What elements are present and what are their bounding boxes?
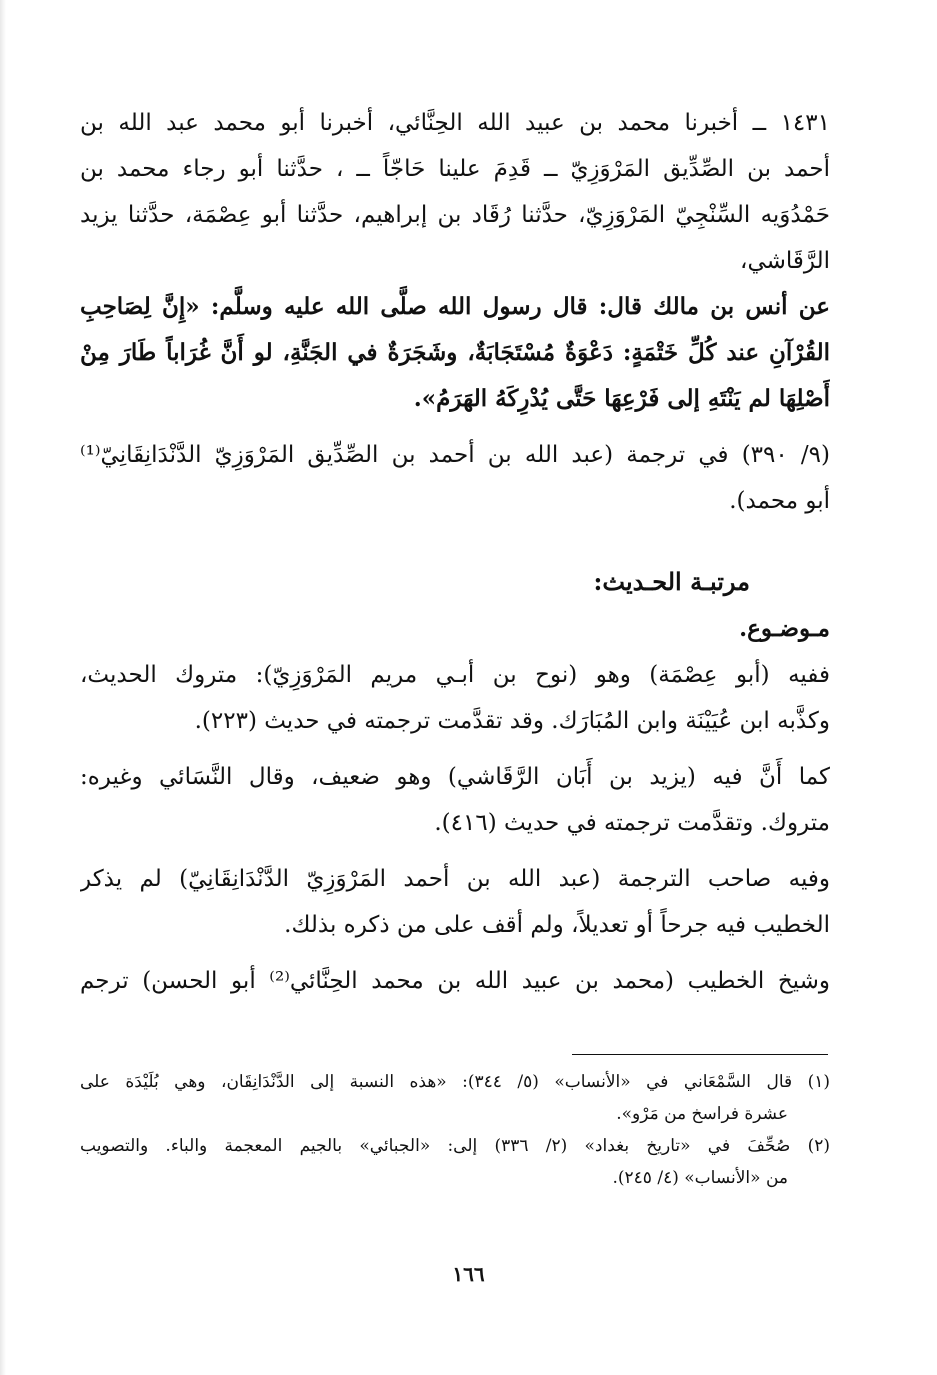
paragraph-line: كما أَنَّ فيه (يزيد بن أَبَان الرَّقَاشي) وهو ضعيف، وقال النَّسَائي وغيره: — [80, 764, 830, 790]
scan-edge — [0, 0, 6, 1375]
hadith-line: حَمْدُوَيه السِّنْجِيّ المَرْوَزِيّ، حدَّثنا رُقَاد بن إبراهيم، حدَّثنا أبو عِصْمَة، حدَّثنا يزيد — [80, 202, 830, 228]
footnote-line: (١) قال السَّمْعَاني في «الأنساب» (٥/ ٣٤٤): «هذه النسبة إلى الدَّنْدَانِقَان، وهي بُلَيْدَة على — [80, 1072, 830, 1092]
matn-line: القُرْآنِ عند كُلِّ خَتْمَةٍ: دَعْوَةٌ مُسْتَجَابَةٌ، وشَجَرَةٌ في الجَنَّةِ، لو أَنَّ غُرَاباً طَارَ مِنْ — [80, 339, 830, 366]
main-text — [80, 100, 830, 1004]
footnote-line: (٢) صُحِّفَ في «تاريخ بغداد» (٢/ ٣٣٦) إلى: «الجبائي» بالجيم المعجمة والباء. والتصويب — [80, 1136, 830, 1156]
matn-line: أَصْلِهَا لم يَنْتَهِ إلى فَرْعِهَا حَتَّى يُدْرِكَهُ الهَرَمُ». — [413, 385, 830, 412]
footnote-divider — [572, 1054, 828, 1055]
matn-line: عن أنس بن مالك قال: قال رسول الله صلَّى الله عليه وسلَّم: «إِنَّ لِصَاحِبِ — [80, 293, 830, 320]
reference-line: (٩/ ٣٩٠) في ترجمة (عبد الله بن أحمد بن الصِّدِّيق المَرْوَزِيّ الدَّنْدَانِقَانِيّ⁽¹⁾ — [80, 442, 830, 468]
paragraph-line: وكذَّبه ابن عُيَيْنَة وابن المُبَارَك. وقد تقدَّمت ترجمته في حديث (٢٢٣). — [194, 708, 830, 734]
paragraph-line: وفيه صاحب الترجمة (عبد الله بن أحمد المَرْوَزِيّ الدَّنْدَانِقَانِيّ) لم يذكر — [80, 866, 830, 892]
section-heading: مرتبـة الحـديث: — [593, 567, 750, 596]
paragraph-line: الخطيب فيه جرحاً أو تعديلاً، ولم أقف على من ذكره بذلك. — [284, 912, 830, 938]
footnote-line: عشرة فراسخ من مَرْو». — [616, 1104, 788, 1124]
reference-line: أبو محمد). — [729, 488, 830, 514]
page-number: ١٦٦ — [452, 1262, 485, 1286]
paragraph-line: متروك. وتقدَّمت ترجمته في حديث (٤١٦). — [434, 810, 830, 836]
paragraph-line: وشيخ الخطيب (محمد بن عبيد الله بن محمد الحِنَّائي⁽²⁾ أبو الحسن) ترجم — [80, 968, 830, 994]
hadith-line: أحمد بن الصِّدِّيق المَرْوَزِيّ ــ قَدِمَ علينا حَاجّاً ــ ، حدَّثنا أبو رجاء محمد بن — [80, 156, 830, 182]
hadith-line: الرَّقَاشي، — [740, 248, 830, 274]
footnote-line: من «الأنساب» (٤/ ٢٤٥). — [612, 1168, 788, 1188]
paragraph-line: ففيه (أبو عِصْمَة) وهو (نوح بن أبـي مريم المَرْوَزِيّ): متروك الحديث، — [80, 662, 830, 688]
grade: مـوضـوع. — [739, 615, 830, 642]
hadith-line: ١٤٣١ ــ أخبرنا محمد بن عبيد الله الحِنَّائي، أخبرنا أبو محمد عبد الله بن — [80, 110, 830, 136]
footnotes — [80, 1066, 830, 1194]
